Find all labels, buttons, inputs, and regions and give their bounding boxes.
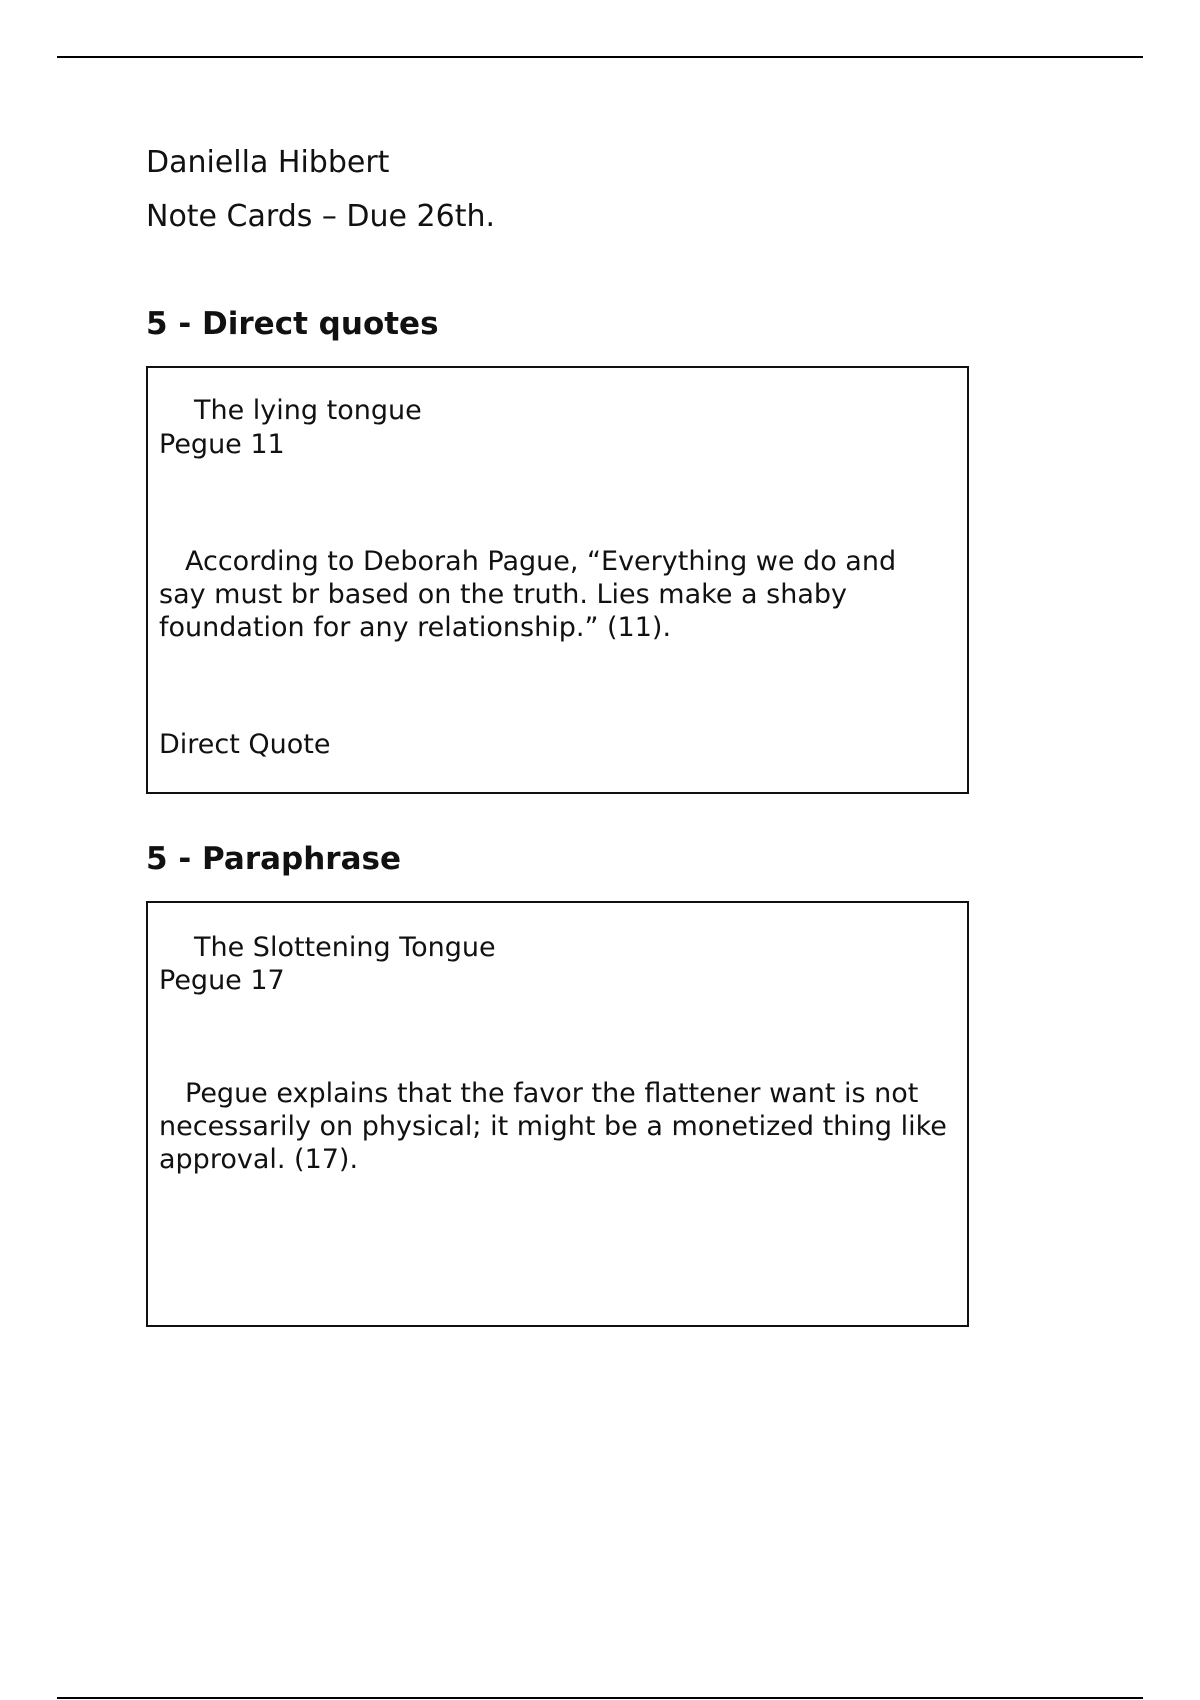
top-rule <box>57 56 1143 58</box>
card-body: According to Deborah Pague, “Everything we do and say must br based on the truth. Lies make a shaby foundation for any relationship.” (11). <box>159 546 897 643</box>
bottom-rule <box>57 1697 1143 1699</box>
card-body: Pegue explains that the favor the flattener want is not necessarily on physical; it might be a monetized thing like approval. (17). <box>159 1078 947 1175</box>
card-title: The Slottening Tongue <box>194 932 496 963</box>
section-heading-paraphrase: 5 - Paraphrase <box>146 841 401 877</box>
section-heading-direct-quotes: 5 - Direct quotes <box>146 306 439 342</box>
author-name: Daniella Hibbert <box>146 145 390 180</box>
assignment-title: Note Cards – Due 26th. <box>146 199 496 234</box>
card-source: Pegue 17 <box>159 965 285 996</box>
card-footer: Direct Quote <box>159 729 331 760</box>
card-source: Pegue 11 <box>159 429 285 460</box>
note-card-paraphrase <box>146 901 969 1327</box>
card-title: The lying tongue <box>194 395 422 426</box>
note-card-direct-quote <box>146 366 969 794</box>
